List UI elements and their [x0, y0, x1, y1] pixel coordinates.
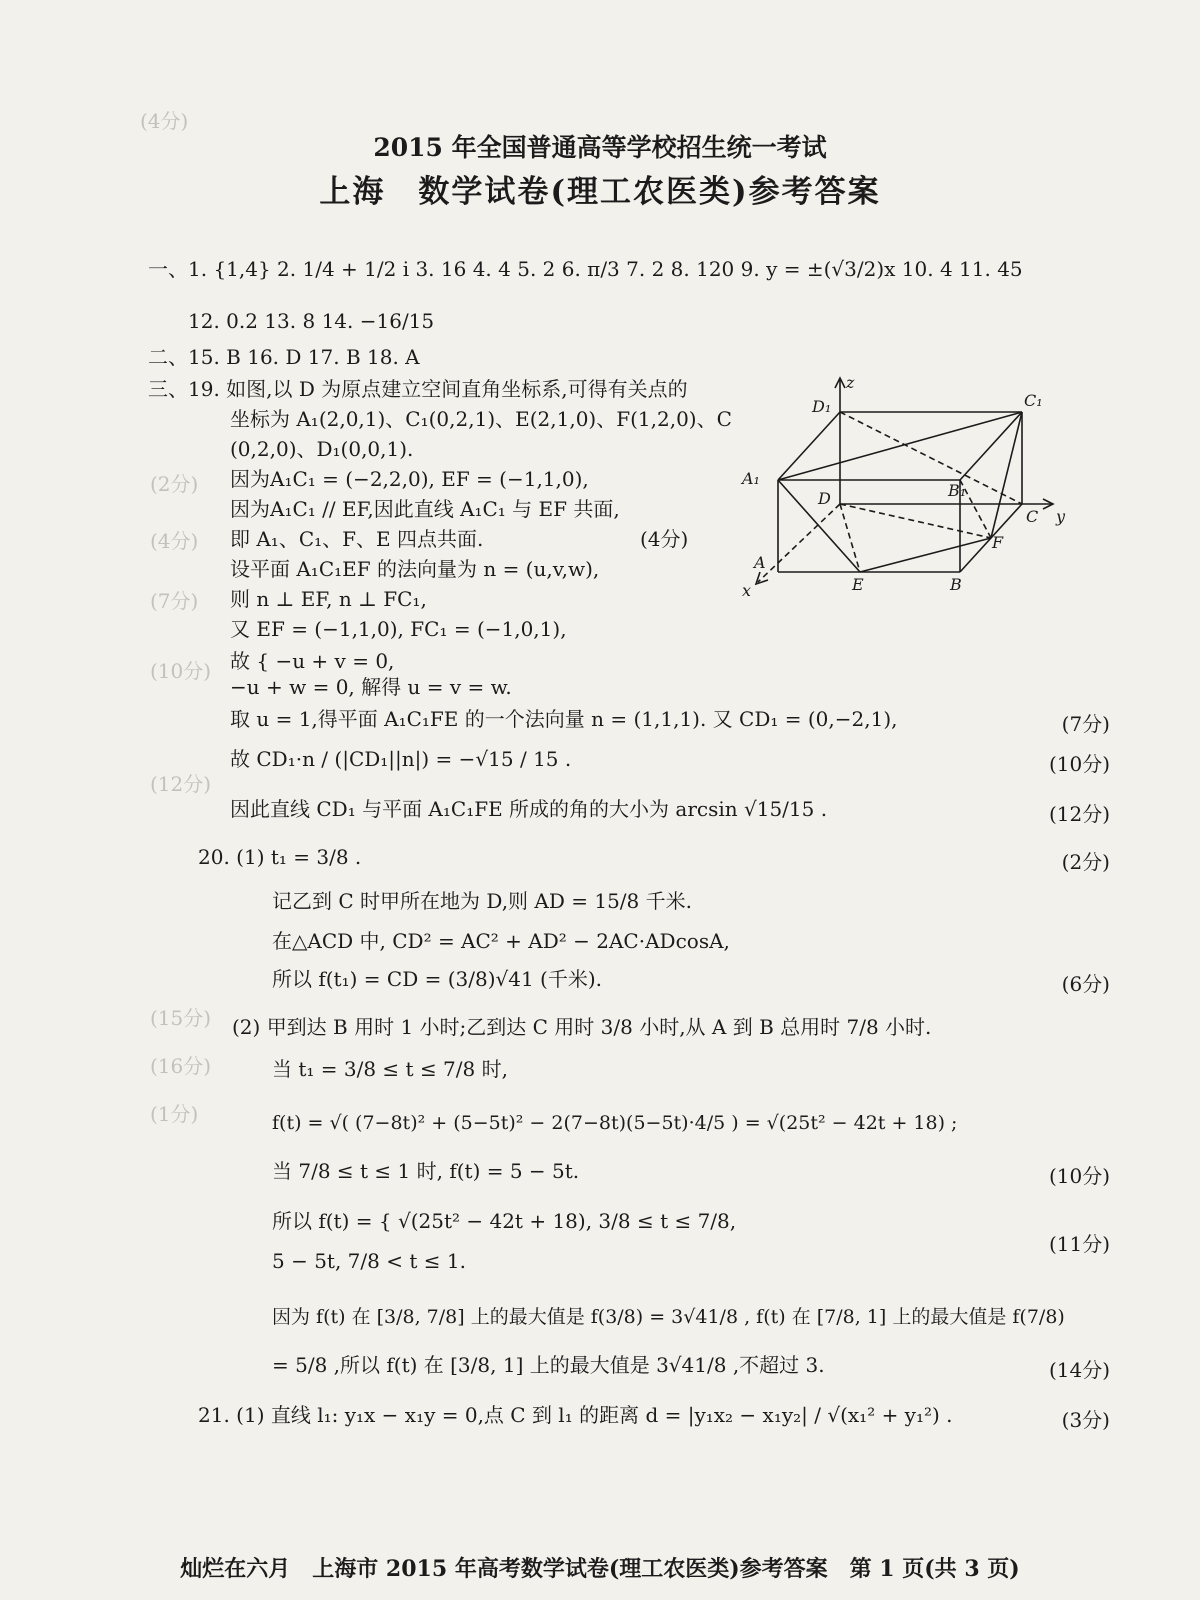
bleed-through-text: (15分): [150, 1006, 212, 1030]
label-A: A: [754, 553, 766, 572]
q19-score: (4分): [640, 527, 689, 551]
q20-score: (2分): [1061, 850, 1110, 874]
q20-line: = 5/8 ,所以 f(t) 在 [3/8, 1] 上的最大值是 3√41/8 ,不超过 3.: [272, 1353, 825, 1377]
q20-score: (10分): [1048, 1164, 1110, 1188]
label-z: z: [846, 373, 855, 392]
q20-line: (2) 甲到达 B 用时 1 小时;乙到达 C 用时 3/8 小时,从 A 到 B 总用时 7/8 小时.: [232, 1015, 932, 1039]
bleed-through-text: (10分): [150, 659, 212, 683]
q20-score: (11分): [1048, 1232, 1110, 1256]
bleed-through-text: (12分): [150, 772, 212, 796]
bleed-through-text: (16分): [150, 1054, 212, 1078]
q19-system-line: −u + w = 0, 解得 u = v = w.: [230, 675, 512, 699]
q20-piecewise-line: 5 − 5t, 7/8 < t ≤ 1.: [272, 1249, 466, 1273]
q19-line: 又 EF = (−1,1,0), FC₁ = (−1,0,1),: [230, 617, 567, 641]
label-E: E: [852, 575, 864, 594]
page-footer: 灿烂在六月 上海市 2015 年高考数学试卷(理工农医类)参考答案 第 1 页(共 3 页): [180, 1556, 1020, 1582]
q19-line: 即 A₁、C₁、F、E 四点共面.: [230, 527, 484, 551]
q20-line: 当 t₁ = 3/8 ≤ t ≤ 7/8 时,: [272, 1057, 508, 1081]
q19-score: (10分): [1048, 752, 1110, 776]
edge-B1-C1: [960, 412, 1022, 480]
bleed-through-text: (2分): [150, 472, 199, 496]
label-C: C: [1026, 507, 1039, 526]
q19-score: (12分): [1048, 802, 1110, 826]
q19-system-line: 故 { −u + v = 0,: [230, 649, 395, 673]
q19-line: 三、19. 如图,以 D 为原点建立空间直角坐标系,可得有关点的: [148, 377, 688, 401]
q20-line: f(t) = √( (7−8t)² + (5−5t)² − 2(7−8t)(5−5t)·4/5 ) = √(25t² − 42t + 18) ;: [272, 1112, 958, 1134]
label-D: D: [818, 489, 831, 508]
segment-D1-C-dashed: [840, 412, 1022, 504]
label-A1: A₁: [742, 469, 760, 488]
section1-answers-row2: 12. 0.2 13. 8 14. −16/15: [188, 309, 435, 333]
exam-title: 2015 年全国普通高等学校招生统一考试: [373, 133, 827, 162]
q19-line: 取 u = 1,得平面 A₁C₁FE 的一个法向量 n = (1,1,1). 又 CD₁ = (0,−2,1),: [230, 707, 898, 731]
q19-line: 设平面 A₁C₁EF 的法向量为 n = (u,v,w),: [230, 557, 600, 581]
segment-F-C1: [991, 412, 1022, 538]
q19-line: 因此直线 CD₁ 与平面 A₁C₁FE 所成的角的大小为 arcsin √15/15 .: [230, 797, 828, 821]
x-axis: [758, 504, 840, 582]
bleed-through-text: (7分): [150, 589, 199, 613]
bleed-through-text: (4分): [140, 109, 189, 133]
segment-A1-C1: [778, 412, 1022, 480]
q19-line: 则 n ⊥ EF, n ⊥ FC₁,: [230, 587, 427, 611]
q20-line: 当 7/8 ≤ t ≤ 1 时, f(t) = 5 − 5t.: [272, 1159, 580, 1183]
q19-line: 坐标为 A₁(2,0,1)、C₁(0,2,1)、E(2,1,0)、F(1,2,0)、C: [230, 407, 732, 431]
segment-D-F-dashed: [840, 504, 991, 538]
q19-line: 故 CD₁·n / (|CD₁||n|) = −√15 / 15 .: [230, 747, 572, 771]
bleed-through-text: (1分): [150, 1102, 199, 1126]
q20-line: 所以 f(t₁) = CD = (3/8)√41 (千米).: [272, 967, 603, 991]
q19-line: 因为A₁C₁ = (−2,2,0), EF = (−1,1,0),: [230, 467, 589, 491]
q19-line: 因为A₁C₁ // EF,因此直线 A₁C₁ 与 EF 共面,: [230, 497, 620, 521]
q20-line: 记乙到 C 时甲所在地为 D,则 AD = 15/8 千米.: [272, 889, 692, 913]
section1-answers-row1: 一、1. {1,4} 2. 1/4 + 1/2 i 3. 16 4. 4 5. 2 6. π/3 7. 2 8. 120 9. y = ±(√3/2)x 10. 4 11. 45: [148, 257, 1023, 281]
label-F: F: [992, 533, 1004, 552]
paper-title: 上海 数学试卷(理工农医类)参考答案: [319, 174, 881, 210]
q21-line: 21. (1) 直线 l₁: y₁x − x₁y = 0,点 C 到 l₁ 的距离 d = |y₁x₂ − x₁y₂| / √(x₁² + y₁²) .: [198, 1403, 953, 1427]
label-y: y: [1056, 507, 1066, 526]
q20-score: (6分): [1061, 972, 1110, 996]
q20-line: 20. (1) t₁ = 3/8 .: [198, 845, 362, 869]
section2-answers: 二、15. B 16. D 17. B 18. A: [148, 345, 420, 369]
coordinate-figure: [740, 372, 1070, 602]
label-C1: C₁: [1024, 391, 1043, 410]
q21-score: (3分): [1061, 1408, 1110, 1432]
q20-line: 在△ACD 中, CD² = AC² + AD² − 2AC·ADcosA,: [272, 929, 730, 953]
edge-A1-D1: [778, 412, 840, 480]
q19-line: (0,2,0)、D₁(0,0,1).: [230, 437, 414, 461]
q19-score: (7分): [1061, 712, 1110, 736]
q20-piecewise-line: 所以 f(t) = { √(25t² − 42t + 18), 3/8 ≤ t ≤ 7/8,: [272, 1209, 737, 1233]
label-B: B: [950, 575, 962, 594]
q20-line: 因为 f(t) 在 [3/8, 7/8] 上的最大值是 f(3/8) = 3√41/8 , f(t) 在 [7/8, 1] 上的最大值是 f(7/8): [272, 1306, 1065, 1328]
segment-E-F: [860, 538, 991, 572]
label-B1: B₁: [948, 481, 967, 500]
label-D1: D₁: [812, 397, 832, 416]
bleed-through-text: (4分): [150, 529, 199, 553]
label-x: x: [742, 581, 752, 600]
q20-score: (14分): [1048, 1358, 1110, 1382]
